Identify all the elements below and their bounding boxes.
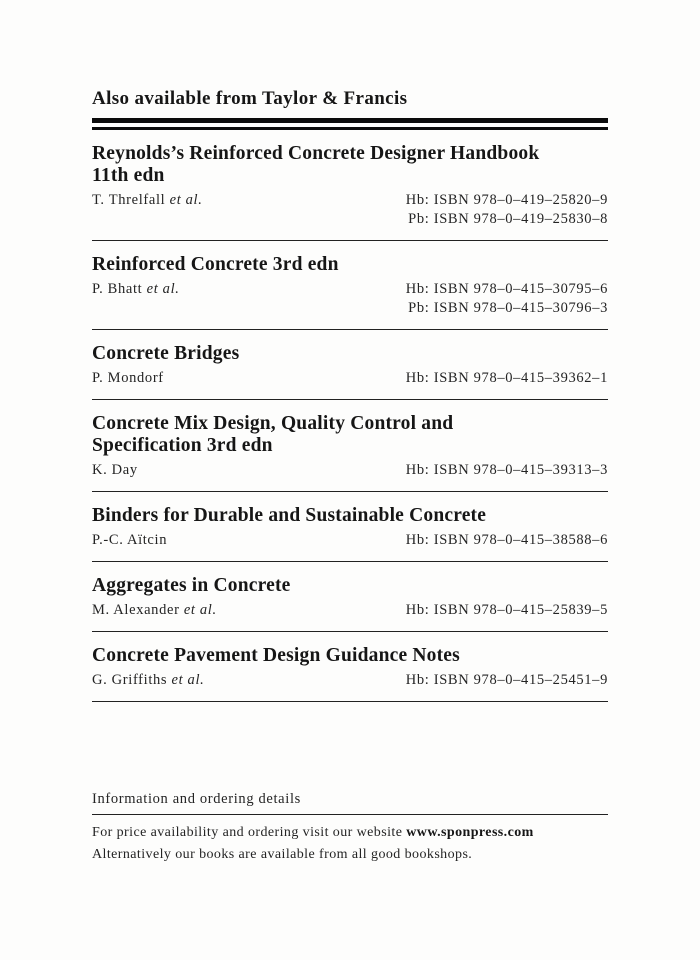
isbn-paperback: Pb: ISBN 978–0–419–25830–8: [408, 211, 608, 227]
author-isbn-row: [92, 461, 608, 480]
book-title-line: Concrete Mix Design, Quality Control and: [92, 413, 454, 434]
isbn-hardback: Hb: ISBN 978–0–415–25451–9: [405, 672, 608, 688]
double-rule: [92, 118, 608, 130]
book-author: [92, 671, 204, 690]
book-author: [92, 369, 164, 388]
ordering-footer: [92, 790, 608, 866]
author-name: G. Griffiths: [92, 672, 168, 688]
author-name: P. Bhatt: [92, 281, 143, 297]
book-details: [92, 531, 608, 550]
author-isbn-row: [92, 280, 608, 299]
book-details: [92, 369, 608, 388]
book-title: [92, 413, 608, 457]
author-etal: et al.: [183, 602, 217, 618]
book-title-line: 11th edn: [92, 165, 165, 186]
book-author: [92, 601, 217, 620]
website-url: www.sponpress.com: [406, 825, 534, 840]
book-details: [92, 280, 608, 318]
book-author: [92, 191, 203, 210]
book-title-line: Concrete Pavement Design Guidance Notes: [92, 645, 460, 666]
book-title-line: Binders for Durable and Sustainable Concrete: [92, 505, 487, 526]
book-title: [92, 343, 608, 365]
isbn-row: [92, 299, 608, 318]
book-entry: [92, 492, 608, 562]
book-author: [92, 280, 180, 299]
author-isbn-row: [92, 191, 608, 210]
book-entry: [92, 400, 608, 492]
author-isbn-row: [92, 369, 608, 388]
book-title: [92, 575, 608, 597]
book-title-line: Reinforced Concrete 3rd edn: [92, 254, 339, 275]
book-details: [92, 671, 608, 690]
author-isbn-row: [92, 671, 608, 690]
book-author: [92, 461, 138, 480]
author-name: P.-C. Aïtcin: [92, 532, 168, 548]
book-title: [92, 254, 608, 276]
author-name: T. Threlfall: [92, 192, 166, 208]
book-entry: [92, 562, 608, 632]
author-isbn-row: [92, 531, 608, 550]
isbn-hardback: Hb: ISBN 978–0–415–39313–3: [405, 462, 608, 478]
author-etal: et al.: [171, 672, 205, 688]
book-author: [92, 531, 167, 550]
isbn-hardback: Hb: ISBN 978–0–415–38588–6: [405, 532, 608, 548]
isbn-hardback: Hb: ISBN 978–0–419–25820–9: [405, 192, 608, 208]
author-name: M. Alexander: [92, 602, 180, 618]
isbn-paperback: Pb: ISBN 978–0–415–30796–3: [408, 300, 608, 316]
author-name: K. Day: [92, 462, 138, 478]
book-details: [92, 461, 608, 480]
footer-label: Information and ordering details: [92, 790, 608, 815]
author-isbn-row: [92, 601, 608, 620]
book-title-line: Specification 3rd edn: [92, 435, 273, 456]
ordering-line-2: Alternatively our books are available from all good bookshops.: [92, 847, 473, 862]
double-rule-thick-bar: [92, 118, 608, 123]
book-details: [92, 601, 608, 620]
ordering-text: [92, 822, 608, 866]
author-name: P. Mondorf: [92, 370, 164, 386]
book-title-line: Aggregates in Concrete: [92, 575, 291, 596]
author-etal: et al.: [146, 281, 180, 297]
book-entry: [92, 330, 608, 400]
book-details: [92, 191, 608, 229]
isbn-hardback: Hb: ISBN 978–0–415–39362–1: [405, 370, 608, 386]
book-title: [92, 143, 608, 187]
book-title-line: Reynolds’s Reinforced Concrete Designer Handbook: [92, 143, 540, 164]
book-entry: [92, 632, 608, 702]
book-entry: [92, 241, 608, 330]
isbn-hardback: Hb: ISBN 978–0–415–25839–5: [405, 602, 608, 618]
isbn-hardback: Hb: ISBN 978–0–415–30795–6: [405, 281, 608, 297]
ordering-line-1: [92, 822, 608, 844]
book-entry: [92, 130, 608, 241]
page-content: [92, 88, 608, 866]
author-etal: et al.: [169, 192, 203, 208]
book-title-line: Concrete Bridges: [92, 343, 240, 364]
isbn-row: [92, 210, 608, 229]
page-title: Also available from Taylor & Francis: [92, 88, 408, 109]
book-title: [92, 645, 608, 667]
book-title: [92, 505, 608, 527]
ordering-line-1-text: For price availability and ordering visit our website: [92, 825, 407, 840]
